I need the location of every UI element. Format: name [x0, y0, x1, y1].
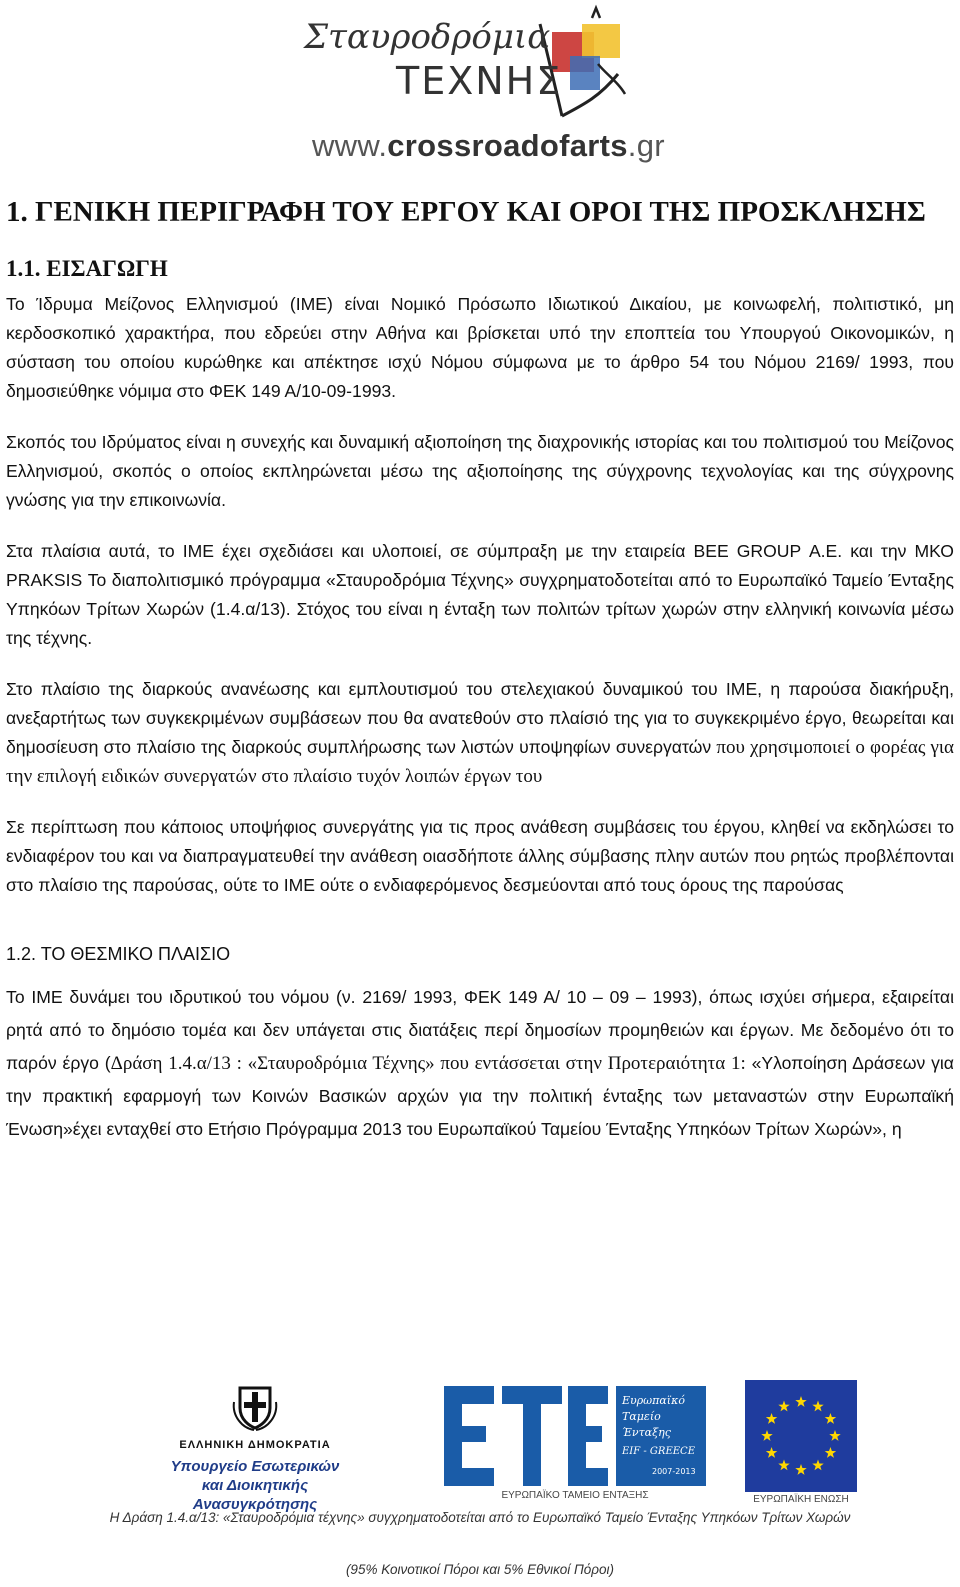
svg-text:Ταμείο: Ταμείο: [622, 1410, 661, 1423]
ministry-name: Υπουργείο Εσωτερικών και Διοικητικής Ανασυγκρότησης: [170, 1458, 340, 1513]
action-funding-note: Η Δράση 1.4.α/13: «Σταυροδρόμια τέχνης» συγχρηματοδοτείται από το Ευρωπαϊκό Ταμείο Ένταξης Υπηκόων Τρίτων Χωρών: [109, 1510, 851, 1525]
european-integration-fund-logo: [440, 1378, 710, 1488]
paragraph-5: Σε περίπτωση που κάποιος υποψήφιος συνεργάτης για τις προς ανάθεση συμβάσεις του έργου, κληθεί να εκδηλώσει το ενδιαφέρον του και να διαπραγματευθεί την ανάθεση οιασδήποτε άλλης σύμβασης πλην αυτών που ρητώς προβλέπονται στο πλαίσιο της παρούσας, ούτε το ΙΜΕ ούτε ο ενδιαφερόμενος δεσμεύονται από τους όρους της παρούσας: [6, 817, 954, 895]
eu-flag-icon: [745, 1380, 857, 1492]
svg-text:EIF - GREECE: EIF - GREECE: [622, 1446, 695, 1457]
page-header: [0, 0, 960, 175]
crossroad-of-arts-logo: [300, 4, 630, 124]
svg-text:Ένταξης: Ένταξης: [622, 1426, 671, 1439]
paragraph-1: Το Ίδρυμα Μείζονος Ελληνισμού (ΙΜΕ) είναι Νομικό Πρόσωπο Ιδιωτικού Δικαίου, με κοινωφελή, πολιτιστικό, μη κερδοσκοπικό χαρακτήρα, που εδρεύει στην Αθήνα και βρίσκεται υπό την εποπτεία του Υπουργού Οικονομικών, η σύσταση του οποίου κυρώθηκε και απέκτησε ισχύ Νόμου σύμφωνα με το άρθρο 54 του Νόμου 2169/ 1993, που δημοσιεύθηκε νόμιμα στο ΦΕΚ 149 Α/10-09-1993.: [6, 294, 954, 401]
section-title-intro: 1.1. ΕΙΣΑΓΩΓΗ: [6, 256, 168, 281]
main-heading: 1. ΓΕΝΙΚΗ ΠΕΡΙΓΡΑΦΗ ΤΟΥ ΕΡΓΟΥ ΚΑΙ ΟΡΟΙ ΤΗΣ ΠΡΟΣΚΛΗΣΗΣ: [6, 196, 926, 228]
greek-republic-label: ΕΛΛΗΝΙΚΗ ΔΗΜΟΚΡΑΤΙΑ: [179, 1439, 331, 1451]
site-url[interactable]: www.crossroadofarts.gr: [312, 128, 665, 163]
logo-text-line1: Σταυροδρόμια: [304, 17, 551, 57]
funding-split-note: (95% Κοινοτικοί Πόροι και 5% Εθνικοί Πόροι): [345, 1562, 615, 1577]
section-title-framework: 1.2. ΤΟ ΘΕΣΜΙΚΟ ΠΛΑΙΣΙΟ: [6, 944, 231, 964]
greek-emblem-icon: [230, 1382, 280, 1432]
page-footer: [0, 1370, 960, 1587]
paragraph-2: Σκοπός του Ιδρύματος είναι η συνεχής και δυναμική αξιοποίηση της διαχρονικής ιστορίας και του πολιτισμού του Μείζονος Ελληνισμού, σκοπός ο οποίος εκπληρώνεται μέσω της αξιοποίησης της σύγχρονης τεχνολογίας και της σύγχρονης γνώσης για την επικοινωνία.: [6, 432, 954, 510]
svg-text:Ευρωπαϊκό: Ευρωπαϊκό: [622, 1394, 685, 1407]
logo-text-line2: ΤΕΧΝΗΣ: [396, 59, 563, 103]
eu-caption: ΕΥΡΩΠΑΪΚΗ ΕΝΩΣΗ: [753, 1494, 849, 1505]
svg-text:2007-2013: 2007-2013: [652, 1467, 696, 1476]
paragraph-6: Το ΙΜΕ δυνάμει του ιδρυτικού του νόμου (ν. 2169/ 1993, ΦΕΚ 149 Α/ 10 – 09 – 1993), όπως ισχύει σήμερα, εξαιρείται ρητά από το δημόσιο τομέα και δεν υπάγεται στις διατάξεις περί δημοσίων προμηθειών και έργων. Με δεδομένο ότι το παρόν έργο (Δράση 1.4.α/13 : «Σταυροδρόμια Τέχνης» που εντάσσεται στην Προτεραιότητα 1: «Υλοποίηση Δράσεων για την πρακτική εφαρμογή των Κοινών Βασικών αρχών για την πολιτική ένταξης των μεταναστών στην Ευρωπαϊκή Ένωση»έχει ενταχθεί στο Ετήσιο Πρόγραμμα 2013 του Ευρωπαϊκού Ταμείου Ένταξης Υπηκόων Τρίτων Χωρών», η: [6, 987, 954, 1139]
ministry-logo: [150, 1382, 360, 1514]
paragraph-3: Στα πλαίσια αυτά, το ΙΜΕ έχει σχεδιάσει και υλοποιεί, σε σύμπραξη με την εταιρεία ΒΕΕ GROUP Α.Ε. και την ΜΚΟ PRAKSIS Το διαπολιτισμικό πρόγραμμα «Σταυροδρόμια Τέχνης» συγχρηματοδοτείται από το Ευρωπαϊκό Ταμείο Ένταξης Υπηκόων Τρίτων Χωρών (1.4.α/13). Στόχος του είναι η ένταξη των πολιτών τρίτων χωρών στην ελληνική κοινωνία μέσω της τέχνης.: [6, 541, 954, 648]
document-body: [6, 188, 954, 1168]
ete-caption: ΕΥΡΩΠΑΪΚΟ ΤΑΜΕΙΟ ΕΝΤΑΞΗΣ: [501, 1490, 649, 1501]
paragraph-4: Στο πλαίσιο της διαρκούς ανανέωσης και εμπλουτισμού του στελεχιακού δυναμικού του ΙΜΕ, η παρούσα διακήρυξη, ανεξαρτήτως των συγκεκριμένων συμβάσεων που θα ανατεθούν στο πλαίσιό της για το συγκεκριμένο έργο, θεωρείται και δημοσίευση στο πλαίσιο της διαρκούς συμπλήρωσης των λιστών υποψηφίων συνεργατών που χρησιμοποιεί ο φορέας για την επιλογή ειδικών συνεργατών στο πλαίσιο τυχόν λοιπών έργων του: [6, 679, 954, 787]
